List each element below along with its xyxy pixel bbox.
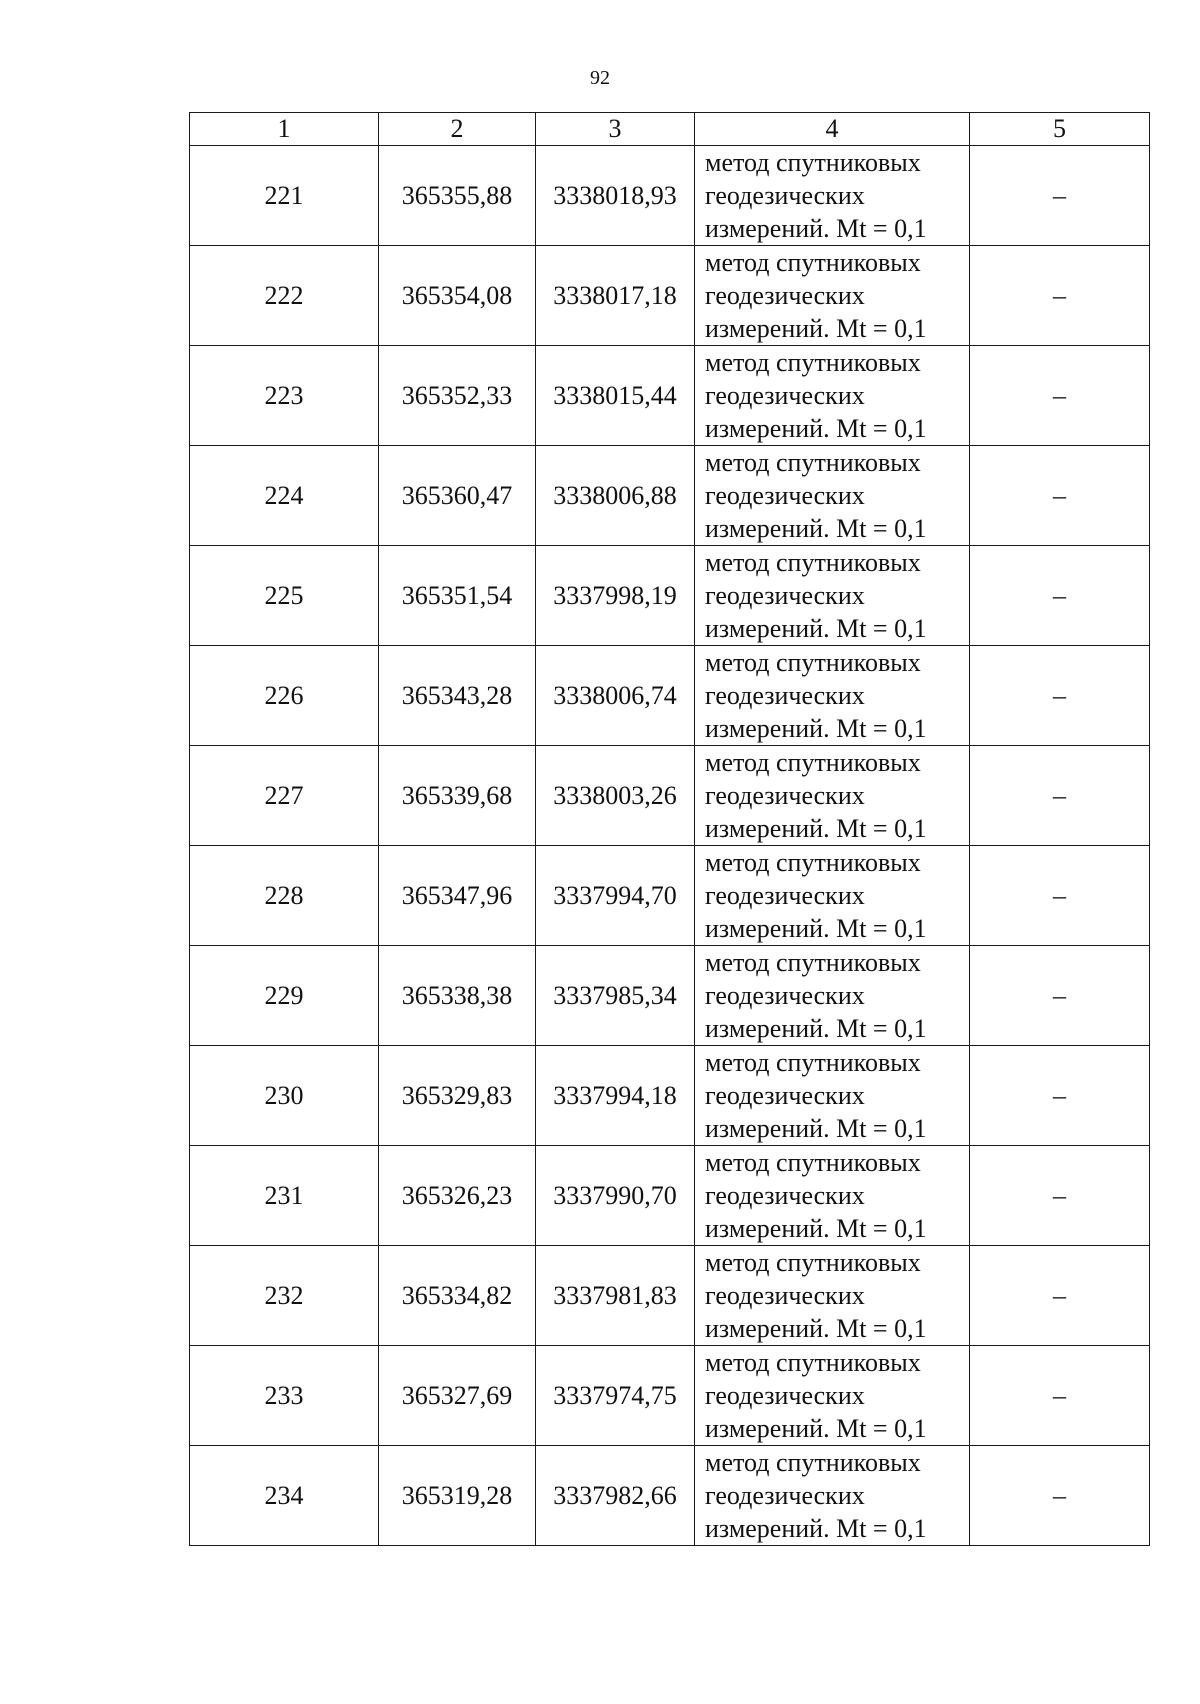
note-value: – (970, 246, 1150, 346)
method-line: геодезических (705, 1081, 865, 1110)
method-line: метод спутниковых (705, 248, 921, 277)
coordinate-x: 365327,69 (379, 1346, 536, 1446)
method-description (695, 1046, 970, 1146)
point-number: 223 (190, 346, 379, 446)
method-line: измерений. Mt = 0,1 (705, 514, 927, 543)
coordinate-y: 3337998,19 (536, 546, 695, 646)
method-line: геодезических (705, 1381, 865, 1410)
method-line: метод спутниковых (705, 648, 921, 677)
method-line: измерений. Mt = 0,1 (705, 814, 927, 843)
note-value: – (970, 1446, 1150, 1546)
table-row (190, 146, 1150, 246)
note-value: – (970, 646, 1150, 746)
coordinate-y: 3338006,88 (536, 446, 695, 546)
method-line: измерений. Mt = 0,1 (705, 1514, 927, 1543)
coordinate-y: 3337994,18 (536, 1046, 695, 1146)
coordinate-y: 3337990,70 (536, 1146, 695, 1246)
method-description (695, 746, 970, 846)
point-number: 234 (190, 1446, 379, 1546)
note-value: – (970, 846, 1150, 946)
header-col-3: 3 (536, 113, 695, 146)
point-number: 229 (190, 946, 379, 1046)
method-line: метод спутниковых (705, 848, 921, 877)
note-value: – (970, 146, 1150, 246)
method-line: геодезических (705, 1481, 865, 1510)
coordinate-y: 3338006,74 (536, 646, 695, 746)
point-number: 230 (190, 1046, 379, 1146)
method-line: геодезических (705, 981, 865, 1010)
method-line: измерений. Mt = 0,1 (705, 914, 927, 943)
note-value: – (970, 1346, 1150, 1446)
coordinate-x: 365319,28 (379, 1446, 536, 1546)
note-value: – (970, 546, 1150, 646)
method-line: метод спутниковых (705, 948, 921, 977)
coordinate-x: 365347,96 (379, 846, 536, 946)
point-number: 228 (190, 846, 379, 946)
method-line: геодезических (705, 1281, 865, 1310)
header-col-2: 2 (379, 113, 536, 146)
method-description (695, 1346, 970, 1446)
coordinate-y: 3337985,34 (536, 946, 695, 1046)
table-row (190, 846, 1150, 946)
method-line: измерений. Mt = 0,1 (705, 1414, 927, 1443)
point-number: 224 (190, 446, 379, 546)
point-number: 221 (190, 146, 379, 246)
table-row (190, 1246, 1150, 1346)
point-number: 231 (190, 1146, 379, 1246)
coordinate-x: 365351,54 (379, 546, 536, 646)
coordinate-x: 365355,88 (379, 146, 536, 246)
coordinate-x: 365326,23 (379, 1146, 536, 1246)
coordinate-y: 3337982,66 (536, 1446, 695, 1546)
table-row (190, 646, 1150, 746)
coordinate-y: 3338017,18 (536, 246, 695, 346)
method-line: метод спутниковых (705, 1148, 921, 1177)
table-body (190, 146, 1150, 1546)
header-col-1: 1 (190, 113, 379, 146)
note-value: – (970, 1246, 1150, 1346)
method-line: измерений. Mt = 0,1 (705, 1114, 927, 1143)
table-row (190, 546, 1150, 646)
table-row (190, 346, 1150, 446)
note-value: – (970, 946, 1150, 1046)
method-line: метод спутниковых (705, 448, 921, 477)
method-line: геодезических (705, 381, 865, 410)
method-description (695, 1246, 970, 1346)
coordinate-x: 365343,28 (379, 646, 536, 746)
method-description (695, 346, 970, 446)
table-row (190, 1446, 1150, 1546)
method-line: метод спутниковых (705, 548, 921, 577)
method-description (695, 246, 970, 346)
point-number: 222 (190, 246, 379, 346)
method-description (695, 1446, 970, 1546)
method-line: метод спутниковых (705, 348, 921, 377)
coordinate-x: 365338,38 (379, 946, 536, 1046)
method-description (695, 946, 970, 1046)
method-line: геодезических (705, 481, 865, 510)
point-number: 225 (190, 546, 379, 646)
coordinates-table (189, 112, 1150, 1546)
method-description (695, 646, 970, 746)
table-row (190, 1346, 1150, 1446)
point-number: 232 (190, 1246, 379, 1346)
table-row (190, 746, 1150, 846)
method-line: измерений. Mt = 0,1 (705, 314, 927, 343)
coordinate-x: 365329,83 (379, 1046, 536, 1146)
coordinate-y: 3338015,44 (536, 346, 695, 446)
coordinate-x: 365334,82 (379, 1246, 536, 1346)
method-description (695, 446, 970, 546)
method-line: измерений. Mt = 0,1 (705, 614, 927, 643)
table-row (190, 946, 1150, 1046)
coordinate-x: 365352,33 (379, 346, 536, 446)
method-line: геодезических (705, 881, 865, 910)
method-line: метод спутниковых (705, 148, 921, 177)
point-number: 233 (190, 1346, 379, 1446)
method-line: измерений. Mt = 0,1 (705, 1314, 927, 1343)
method-line: геодезических (705, 281, 865, 310)
coordinate-y: 3338018,93 (536, 146, 695, 246)
method-line: измерений. Mt = 0,1 (705, 1014, 927, 1043)
method-description (695, 146, 970, 246)
method-line: геодезических (705, 181, 865, 210)
coordinate-y: 3338003,26 (536, 746, 695, 846)
header-col-4: 4 (695, 113, 970, 146)
method-description (695, 546, 970, 646)
method-line: метод спутниковых (705, 1348, 921, 1377)
method-line: метод спутниковых (705, 1248, 921, 1277)
table-row (190, 1046, 1150, 1146)
note-value: – (970, 346, 1150, 446)
method-line: геодезических (705, 781, 865, 810)
note-value: – (970, 1146, 1150, 1246)
coordinate-x: 365354,08 (379, 246, 536, 346)
table-header-row (190, 113, 1150, 146)
method-line: измерений. Mt = 0,1 (705, 414, 927, 443)
point-number: 227 (190, 746, 379, 846)
method-line: измерений. Mt = 0,1 (705, 214, 927, 243)
coordinate-y: 3337994,70 (536, 846, 695, 946)
point-number: 226 (190, 646, 379, 746)
coordinate-y: 3337974,75 (536, 1346, 695, 1446)
method-line: измерений. Mt = 0,1 (705, 1214, 927, 1243)
method-description (695, 1146, 970, 1246)
method-description (695, 846, 970, 946)
note-value: – (970, 446, 1150, 546)
method-line: геодезических (705, 1181, 865, 1210)
note-value: – (970, 1046, 1150, 1146)
method-line: измерений. Mt = 0,1 (705, 714, 927, 743)
coordinate-y: 3337981,83 (536, 1246, 695, 1346)
table-row (190, 1146, 1150, 1246)
coordinate-x: 365339,68 (379, 746, 536, 846)
coordinate-x: 365360,47 (379, 446, 536, 546)
method-line: метод спутниковых (705, 748, 921, 777)
method-line: метод спутниковых (705, 1448, 921, 1477)
method-line: метод спутниковых (705, 1048, 921, 1077)
method-line: геодезических (705, 581, 865, 610)
method-line: геодезических (705, 681, 865, 710)
table-row (190, 246, 1150, 346)
header-col-5: 5 (970, 113, 1150, 146)
page-number: 92 (590, 67, 610, 89)
table-row (190, 446, 1150, 546)
note-value: – (970, 746, 1150, 846)
